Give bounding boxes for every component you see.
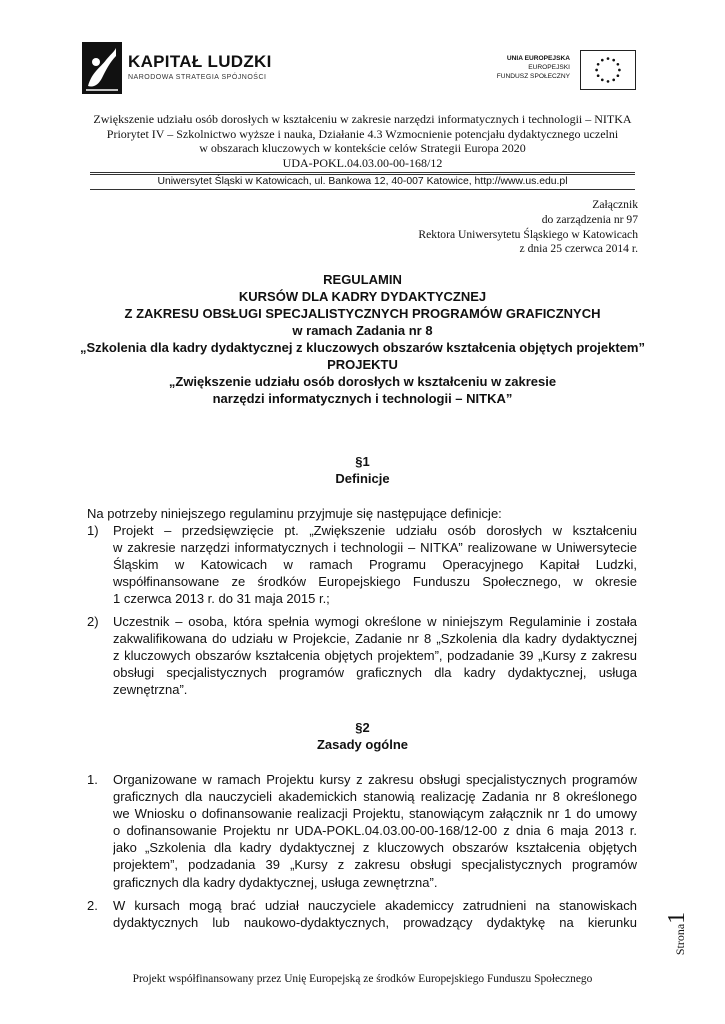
list-number: 1) (87, 523, 99, 538)
text-line: zewnętrzna”. (113, 682, 188, 698)
text-line: zakwalifikowana do udziału w Projekcie, Zadanie nr 8 „Szkolenia dla kadry dydaktycznej (113, 631, 637, 647)
list-number: 2. (87, 898, 98, 913)
list-number: 1. (87, 772, 98, 787)
header-divider-bottom (90, 189, 635, 190)
text-line: Projekt – przedsięwzięcie pt. „Zwiększenie udziału osób dorosłych w kształceniu (113, 523, 637, 538)
title-line-3: Z ZAKRESU OBSŁUGI SPECJALISTYCZNYCH PROGRAMÓW GRAFICZNYCH (124, 306, 601, 321)
project-line-4: UDA-POKL.04.03.00-00-168/12 (282, 155, 443, 170)
text-line: graficznych dla kadry dydaktycznej, usługa zewnętrzna”. (113, 874, 438, 890)
definitions-intro: Na potrzeby niniejszego regulaminu przyjmuje się następujące definicje: (87, 506, 502, 521)
annex-line-3: Rektora Uniwersytetu Śląskiego w Katowicach (418, 227, 638, 241)
section-2-heading (60, 719, 665, 753)
eu-logo-text (497, 54, 570, 81)
header-divider-top (90, 172, 635, 173)
title-line-2: KURSÓW DLA KADRY DYDAKTYCZNEJ (238, 289, 487, 304)
logo-title: KAPITAŁ LUDZKI (128, 52, 272, 71)
text-line: obsługi specjalistycznych programów graficznych dla kadry dydaktycznej, usługa (113, 665, 637, 681)
text-line: dydaktycznych lub naukowo-dydaktycznych, prowadzący dydaktykę na kierunku (113, 915, 637, 931)
eu-logo (488, 50, 636, 92)
text-line: w zakresie narzędzi informatycznych i technologii – NITKA” realizowane w Uniwersytecie (113, 540, 637, 556)
text-line: projektem”, podzadania 39 „Kursy z zakresu obsługi specjalistycznych programów (113, 857, 637, 873)
text-line: 1 czerwca 2013 r. do 31 maja 2015 r.; (113, 591, 330, 607)
list-item-text (113, 522, 637, 607)
title-line-6: PROJEKTU (327, 357, 398, 372)
footer-note: Projekt współfinansowany przez Unię Europejską ze środków Europejskiego Funduszu Społecznego (132, 973, 593, 985)
text-line: Organizowane w ramach Projektu kursy z zakresu obsługi specjalistycznych programów (113, 772, 637, 787)
text-line: graficznych dla nauczycieli akademickich stanowią realizację Zadania nr 8 określonego (113, 789, 637, 805)
kapital-ludzki-emblem-icon (82, 42, 122, 94)
annex-line-4: z dnia 25 czerwca 2014 r. (519, 242, 638, 256)
annex-block (418, 198, 638, 257)
project-header (40, 112, 685, 170)
project-line-2: Priorytet IV – Szkolnictwo wyższe i nauka, Działanie 4.3 Wzmocnienie potencjału dydaktycznego uczelni (106, 126, 619, 141)
text-line: współfinansowane ze środków Europejskiego Funduszu Społecznego, w okresie (113, 574, 637, 590)
title-line-4: w ramach Zadania nr 8 (292, 323, 433, 338)
title-line-7: „Zwiększenie udziału osób dorosłych w kształceniu w zakresie (168, 374, 557, 389)
logo-subtitle: NARODOWA STRATEGIA SPÓJNOŚCI (128, 74, 267, 81)
section-1-name: Definicje (335, 471, 390, 486)
list-number: 2) (87, 614, 99, 629)
title-line-1: REGULAMIN (323, 272, 402, 287)
text-line: o dofinansowanie Projektu nr UDA-POKL.04.03.00-00-168/12-00 z dnia 6 maja 2013 r. (113, 823, 637, 839)
eu-line-1: UNIA EUROPEJSKA (506, 55, 570, 62)
header-divider-middle (90, 174, 635, 175)
title-line-8: narzędzi informatycznych i technologii – NITKA” (212, 391, 513, 406)
text-line: z kluczowych obszarów kształcenia objętych projektem”, podzadanie 39 „Kursy z zakresu (113, 648, 637, 664)
text-line: Uczestnik – osoba, która spełnia wymogi określone w niniejszym Regulaminie i została (113, 614, 637, 629)
kapital-ludzki-logo (82, 42, 282, 98)
eu-line-2: EUROPEJSKI (528, 64, 570, 71)
list-item-text (113, 771, 637, 891)
eu-flag-icon (580, 50, 636, 90)
title-line-5: „Szkolenia dla kadry dydaktycznej z kluczowych obszarów kształcenia objętych projektem” (80, 340, 645, 355)
list-item-text (113, 897, 637, 931)
section-2-name: Zasady ogólne (316, 737, 409, 752)
text-line: jako „Szkolenia dla kadry dydaktycznej z kluczowych obszarów kształcenia objętych (113, 840, 637, 856)
annex-line-2: do zarządzenia nr 97 (541, 212, 638, 226)
page-number-label (664, 904, 700, 964)
eu-line-3: FUNDUSZ SPOŁECZNY (496, 73, 570, 80)
section-1-number: §1 (355, 454, 370, 469)
text-line: Śląskim w Katowicach w ramach Programu Operacyjnego Kapitał Ludzki, (113, 557, 637, 573)
page-number: 1 (664, 911, 691, 924)
page-word: Strona (673, 923, 688, 956)
text-line: we Wniosku o dofinansowanie realizacji Projektu, stanowiącym załącznik nr 1 do umowy (113, 806, 637, 822)
project-line-3: w obszarach kluczowych w kontekście celów Strategii Europa 2020 (199, 141, 526, 156)
document-title (60, 271, 665, 407)
section-2-number: §2 (355, 720, 370, 735)
text-line: W kursach mogą brać udział nauczyciele akademiccy zatrudnieni na stanowiskach (113, 898, 637, 913)
section-1-heading (60, 453, 665, 487)
list-item-text (113, 613, 637, 698)
annex-line-1: Załącznik (592, 198, 638, 211)
page-number-rotated (664, 912, 691, 955)
project-line-1: Zwiększenie udziału osób dorosłych w kształceniu w zakresie narzędzi informatycznych i technologii – NITKA (93, 112, 632, 126)
university-address: Uniwersytet Śląski w Katowicach, ul. Bankowa 12, 40-007 Katowice, http://www.us.edu.pl (157, 176, 568, 187)
